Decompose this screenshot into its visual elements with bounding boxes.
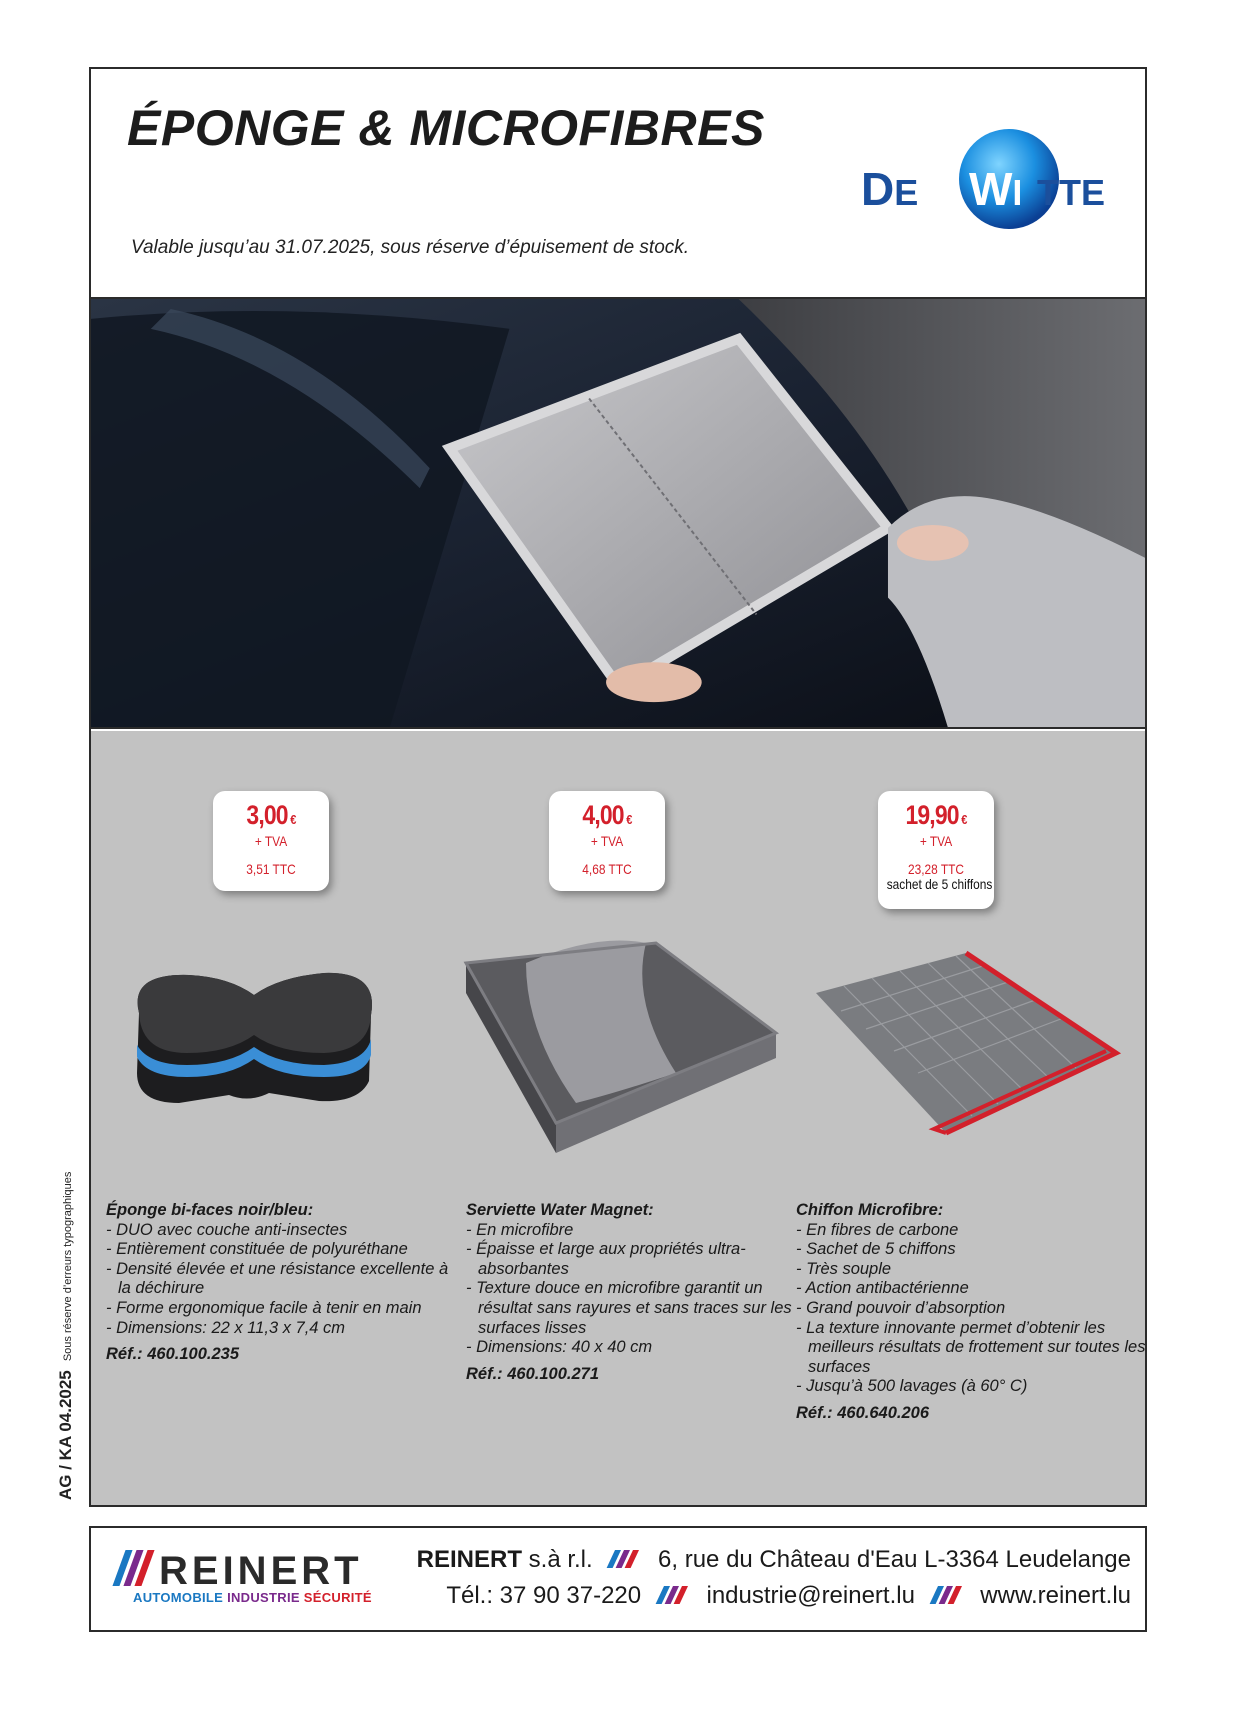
- document-code: AG / KA 04.2025: [56, 1370, 75, 1500]
- svg-text:WI: WI: [969, 163, 1023, 215]
- slashes-icon: [605, 1543, 645, 1579]
- validity-note: Valable jusqu’au 31.07.2025, sous réserve d’épuisement de stock.: [131, 237, 690, 258]
- feature-item: - Grand pouvoir d’absorption: [796, 1299, 1147, 1319]
- feature-item: - Sachet de 5 chiffons: [796, 1240, 1147, 1260]
- contact-block: [417, 1542, 1131, 1614]
- product-title: Chiffon Microfibre:: [796, 1201, 944, 1219]
- reinert-logo: [109, 1546, 409, 1618]
- product-card-towel: [451, 731, 796, 1507]
- feature-item: - Dimensions: 40 x 40 cm: [466, 1338, 796, 1358]
- flyer-frame: [89, 67, 1147, 1507]
- feature-item: - Épaisse et large aux propriétés ultra-absorbantes: [466, 1240, 796, 1279]
- company-suffix: s.à r.l.: [528, 1546, 593, 1573]
- price-ttc: 23,28 TTC: [907, 861, 964, 877]
- currency: €: [290, 812, 296, 827]
- tagline-automobile: AUTOMOBILE: [133, 1590, 224, 1605]
- feature-item: - En microfibre: [466, 1221, 796, 1241]
- feature-item: - Texture douce en microfibre garantit un résultat sans rayures et sans traces sur les surfaces lisses: [466, 1279, 796, 1338]
- product-card-cloth: [796, 731, 1147, 1507]
- product-reference: Réf.: 460.100.235: [106, 1345, 240, 1364]
- product-title: Éponge bi-faces noir/bleu:: [106, 1201, 314, 1219]
- tagline-securite: SÉCURITÉ: [303, 1590, 372, 1605]
- product-reference: Réf.: 460.100.271: [466, 1364, 600, 1383]
- feature-item: - Dimensions: 22 x 11,3 x 7,4 cm: [106, 1319, 451, 1339]
- feature-list: [106, 1221, 451, 1339]
- price-vat: + TVA: [590, 833, 624, 849]
- feature-item: - Jusqu’à 500 lavages (à 60° C): [796, 1377, 1147, 1397]
- price-ttc: 4,68 TTC: [582, 861, 632, 877]
- hero-photo-towel-on-car: [91, 299, 1145, 729]
- product-card-sponge: [91, 731, 451, 1507]
- price-value: 19,90: [905, 800, 959, 830]
- company-name: REINERT: [416, 1546, 522, 1573]
- page-title: ÉPONGE & MICROFIBRES: [127, 100, 765, 156]
- dewitte-logo: [861, 125, 1121, 245]
- price-vat: + TVA: [919, 833, 953, 849]
- price-tag: [213, 791, 329, 891]
- price-ttc: 3,51 TTC: [246, 861, 296, 877]
- feature-item: - La texture innovante permet d’obtenir les meilleurs résultats de frottement sur toutes les surfaces: [796, 1319, 1147, 1378]
- footer: [89, 1526, 1147, 1632]
- feature-item: - Action antibactérienne: [796, 1279, 1147, 1299]
- feature-item: - En fibres de carbone: [796, 1221, 1147, 1241]
- feature-item: - Très souple: [796, 1260, 1147, 1280]
- sponge-image: [119, 953, 389, 1123]
- feature-list: [466, 1221, 796, 1358]
- microfiber-cloth-image: [806, 943, 1126, 1143]
- feature-item: - Entièrement constituée de polyuréthane: [106, 1240, 451, 1260]
- price-tag: [549, 791, 665, 891]
- product-description: [106, 1201, 451, 1365]
- product-title: Serviette Water Magnet:: [466, 1201, 654, 1219]
- website-link[interactable]: www.reinert.lu: [980, 1582, 1131, 1609]
- towel-image: [456, 923, 786, 1163]
- price-tag: [878, 791, 994, 909]
- product-description: [466, 1201, 796, 1384]
- product-reference: Réf.: 460.640.206: [796, 1403, 930, 1422]
- dewitte-logo-text: DE: [861, 163, 919, 215]
- feature-list: [796, 1221, 1147, 1397]
- typo-disclaimer: Sous réserve d’erreurs typographiques: [62, 1171, 74, 1362]
- phone-number: Tél.: 37 90 37-220: [446, 1582, 642, 1609]
- slashes-icon: [928, 1579, 968, 1615]
- currency: €: [626, 812, 632, 827]
- price-extra: sachet de 5 chiffons: [886, 876, 993, 892]
- svg-text:TTE: TTE: [1037, 172, 1105, 213]
- feature-item: - DUO avec couche anti-insectes: [106, 1221, 451, 1241]
- side-note: [56, 1172, 76, 1500]
- price-value: 3,00: [246, 800, 288, 830]
- tagline-industrie: INDUSTRIE: [227, 1590, 300, 1605]
- slashes-icon: [654, 1579, 694, 1615]
- header: [91, 69, 1145, 299]
- price-vat: + TVA: [254, 833, 288, 849]
- products-section: [91, 731, 1145, 1507]
- price-value: 4,00: [582, 800, 624, 830]
- feature-item: - Forme ergonomique facile à tenir en main: [106, 1299, 451, 1319]
- feature-item: - Densité élevée et une résistance excellente à la déchirure: [106, 1260, 451, 1299]
- product-description: [796, 1201, 1147, 1424]
- reinert-tagline: [133, 1590, 372, 1605]
- currency: €: [961, 812, 967, 827]
- company-address: 6, rue du Château d'Eau L-3364 Leudelange: [658, 1546, 1131, 1573]
- email-link[interactable]: industrie@reinert.lu: [706, 1582, 915, 1609]
- reinert-logo-text: REINERT: [159, 1549, 363, 1590]
